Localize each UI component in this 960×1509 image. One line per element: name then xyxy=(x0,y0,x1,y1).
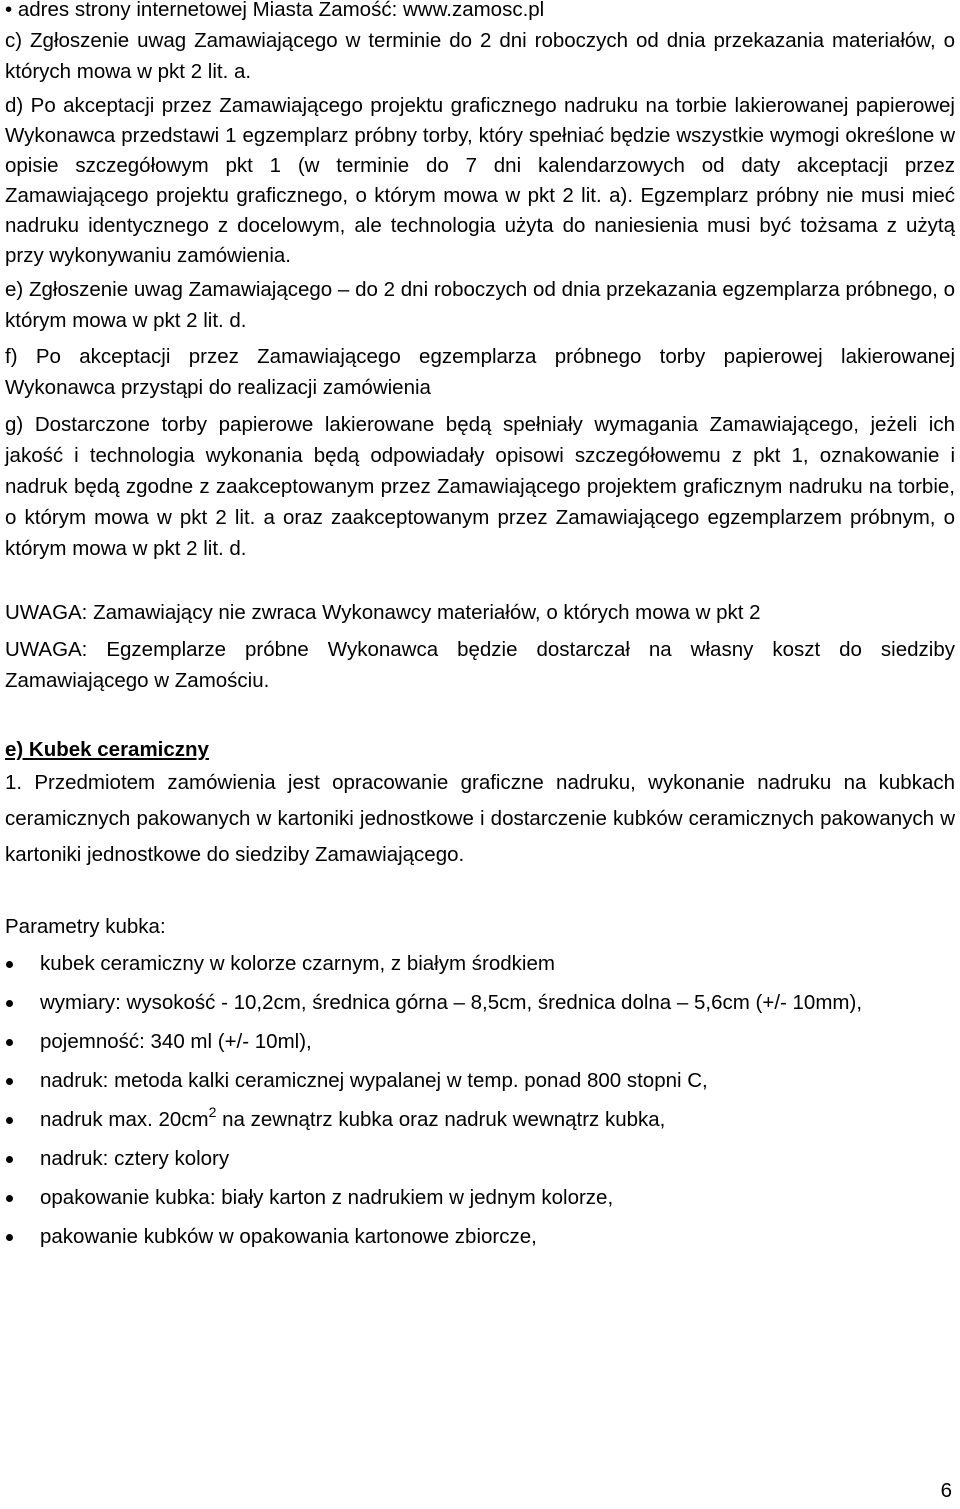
section-intro: 1. Przedmiotem zamówienia jest opracowanie graficzne nadruku, wykonanie nadruku na kubkach ceramicznych pakowanych w kartoniki jednostkowe i dostarczenie kubków ceramicznych pakowanych w kartoniki jednostkowe do siedziby Zamawiającego. xyxy=(5,771,955,866)
params-label: Parametry kubka: xyxy=(5,915,166,938)
bullet-icon xyxy=(6,1117,13,1124)
list-item: kubek ceramiczny w kolorze czarnym, z białym środkiem xyxy=(5,948,955,979)
superscript: 2 xyxy=(208,1104,217,1121)
bullet-icon xyxy=(6,1195,13,1202)
bullet-icon xyxy=(6,1000,13,1007)
list-item: nadruk: cztery kolory xyxy=(5,1143,955,1174)
note-uwaga-samples: UWAGA: Egzemplarze próbne Wykonawca będzie dostarczał na własny koszt do siedziby Zamawiającego w Zamościu. xyxy=(5,638,955,692)
bullet-icon xyxy=(6,1039,13,1046)
bullet-icon xyxy=(6,1156,13,1163)
page-number: 6 xyxy=(940,1479,952,1502)
list-item: wymiary: wysokość - 10,2cm, średnica górna – 8,5cm, średnica dolna – 5,6cm (+/- 10mm), xyxy=(5,987,955,1018)
document-page xyxy=(5,0,955,1252)
bullet-icon xyxy=(6,1078,13,1085)
paragraph-e: e) Zgłoszenie uwag Zamawiającego – do 2 dni roboczych od dnia przekazania egzemplarza próbnego, o którym mowa w pkt 2 lit. d. xyxy=(5,278,955,332)
note-uwaga-materials: UWAGA: Zamawiający nie zwraca Wykonawcy materiałów, o których mowa w pkt 2 xyxy=(5,601,761,624)
bullet-icon xyxy=(6,1234,13,1241)
list-item: opakowanie kubka: biały karton z nadrukiem w jednym kolorze, xyxy=(5,1182,955,1213)
section-title: e) Kubek ceramiczny xyxy=(5,738,209,761)
bullet-icon xyxy=(6,961,13,968)
paragraph-d: d) Po akceptacji przez Zamawiającego projektu graficznego nadruku na torbie lakierowanej papierowej Wykonawca przedstawi 1 egzemplarz próbny torby, który spełniać będzie wszystkie wymogi określone w opisie szczegółowym pkt 1 (w terminie do 7 dni kalendarzowych od daty akceptacji przez Zamawiającego projektu graficznego, o którym mowa w pkt 2 lit. a). Egzemplarz próbny nie musi mieć nadruku identycznego z docelowym, ale technologia użyta do naniesienia musi być tożsama z użytą przy wykonywaniu zamówienia. xyxy=(5,94,955,267)
paragraph-f: f) Po akceptacji przez Zamawiającego egzemplarza próbnego torby papierowej lakierowanej Wykonawca przystąpi do realizacji zamówienia xyxy=(5,345,955,399)
paragraph-g: g) Dostarczone torby papierowe lakierowane będą spełniały wymagania Zamawiającego, jeżeli ich jakość i technologia wykonania będą odpowiadały opisowi szczegółowemu z pkt 1, oznakowanie i nadruk będą zgodne z zaakceptowanym przez Zamawiającego projektem graficznym nadruku na torbie, o którym mowa w pkt 2 lit. a oraz zaakceptowanym przez Zamawiającego egzemplarzem próbnym, o którym mowa w pkt 2 lit. d. xyxy=(5,413,955,560)
list-item: nadruk max. $20cm^2$ na zewnątrz kubka oraz nadruk wewnątrz kubka, xyxy=(5,1104,955,1135)
list-item: nadruk: metoda kalki ceramicznej wypalanej w temp. ponad 800 stopni C, xyxy=(5,1065,955,1096)
list-item: pojemność: 340 ml (+/- 10ml), xyxy=(5,1026,955,1057)
list-item: pakowanie kubków w opakowania kartonowe zbiorcze, xyxy=(5,1221,955,1252)
params-list xyxy=(5,948,955,1252)
paragraph-c: c) Zgłoszenie uwag Zamawiającego w terminie do 2 dni roboczych od dnia przekazania materiałów, o których mowa w pkt 2 lit. a. xyxy=(5,29,955,83)
top-bullet-line: • adres strony internetowej Miasta Zamość: www.zamosc.pl xyxy=(5,0,545,21)
